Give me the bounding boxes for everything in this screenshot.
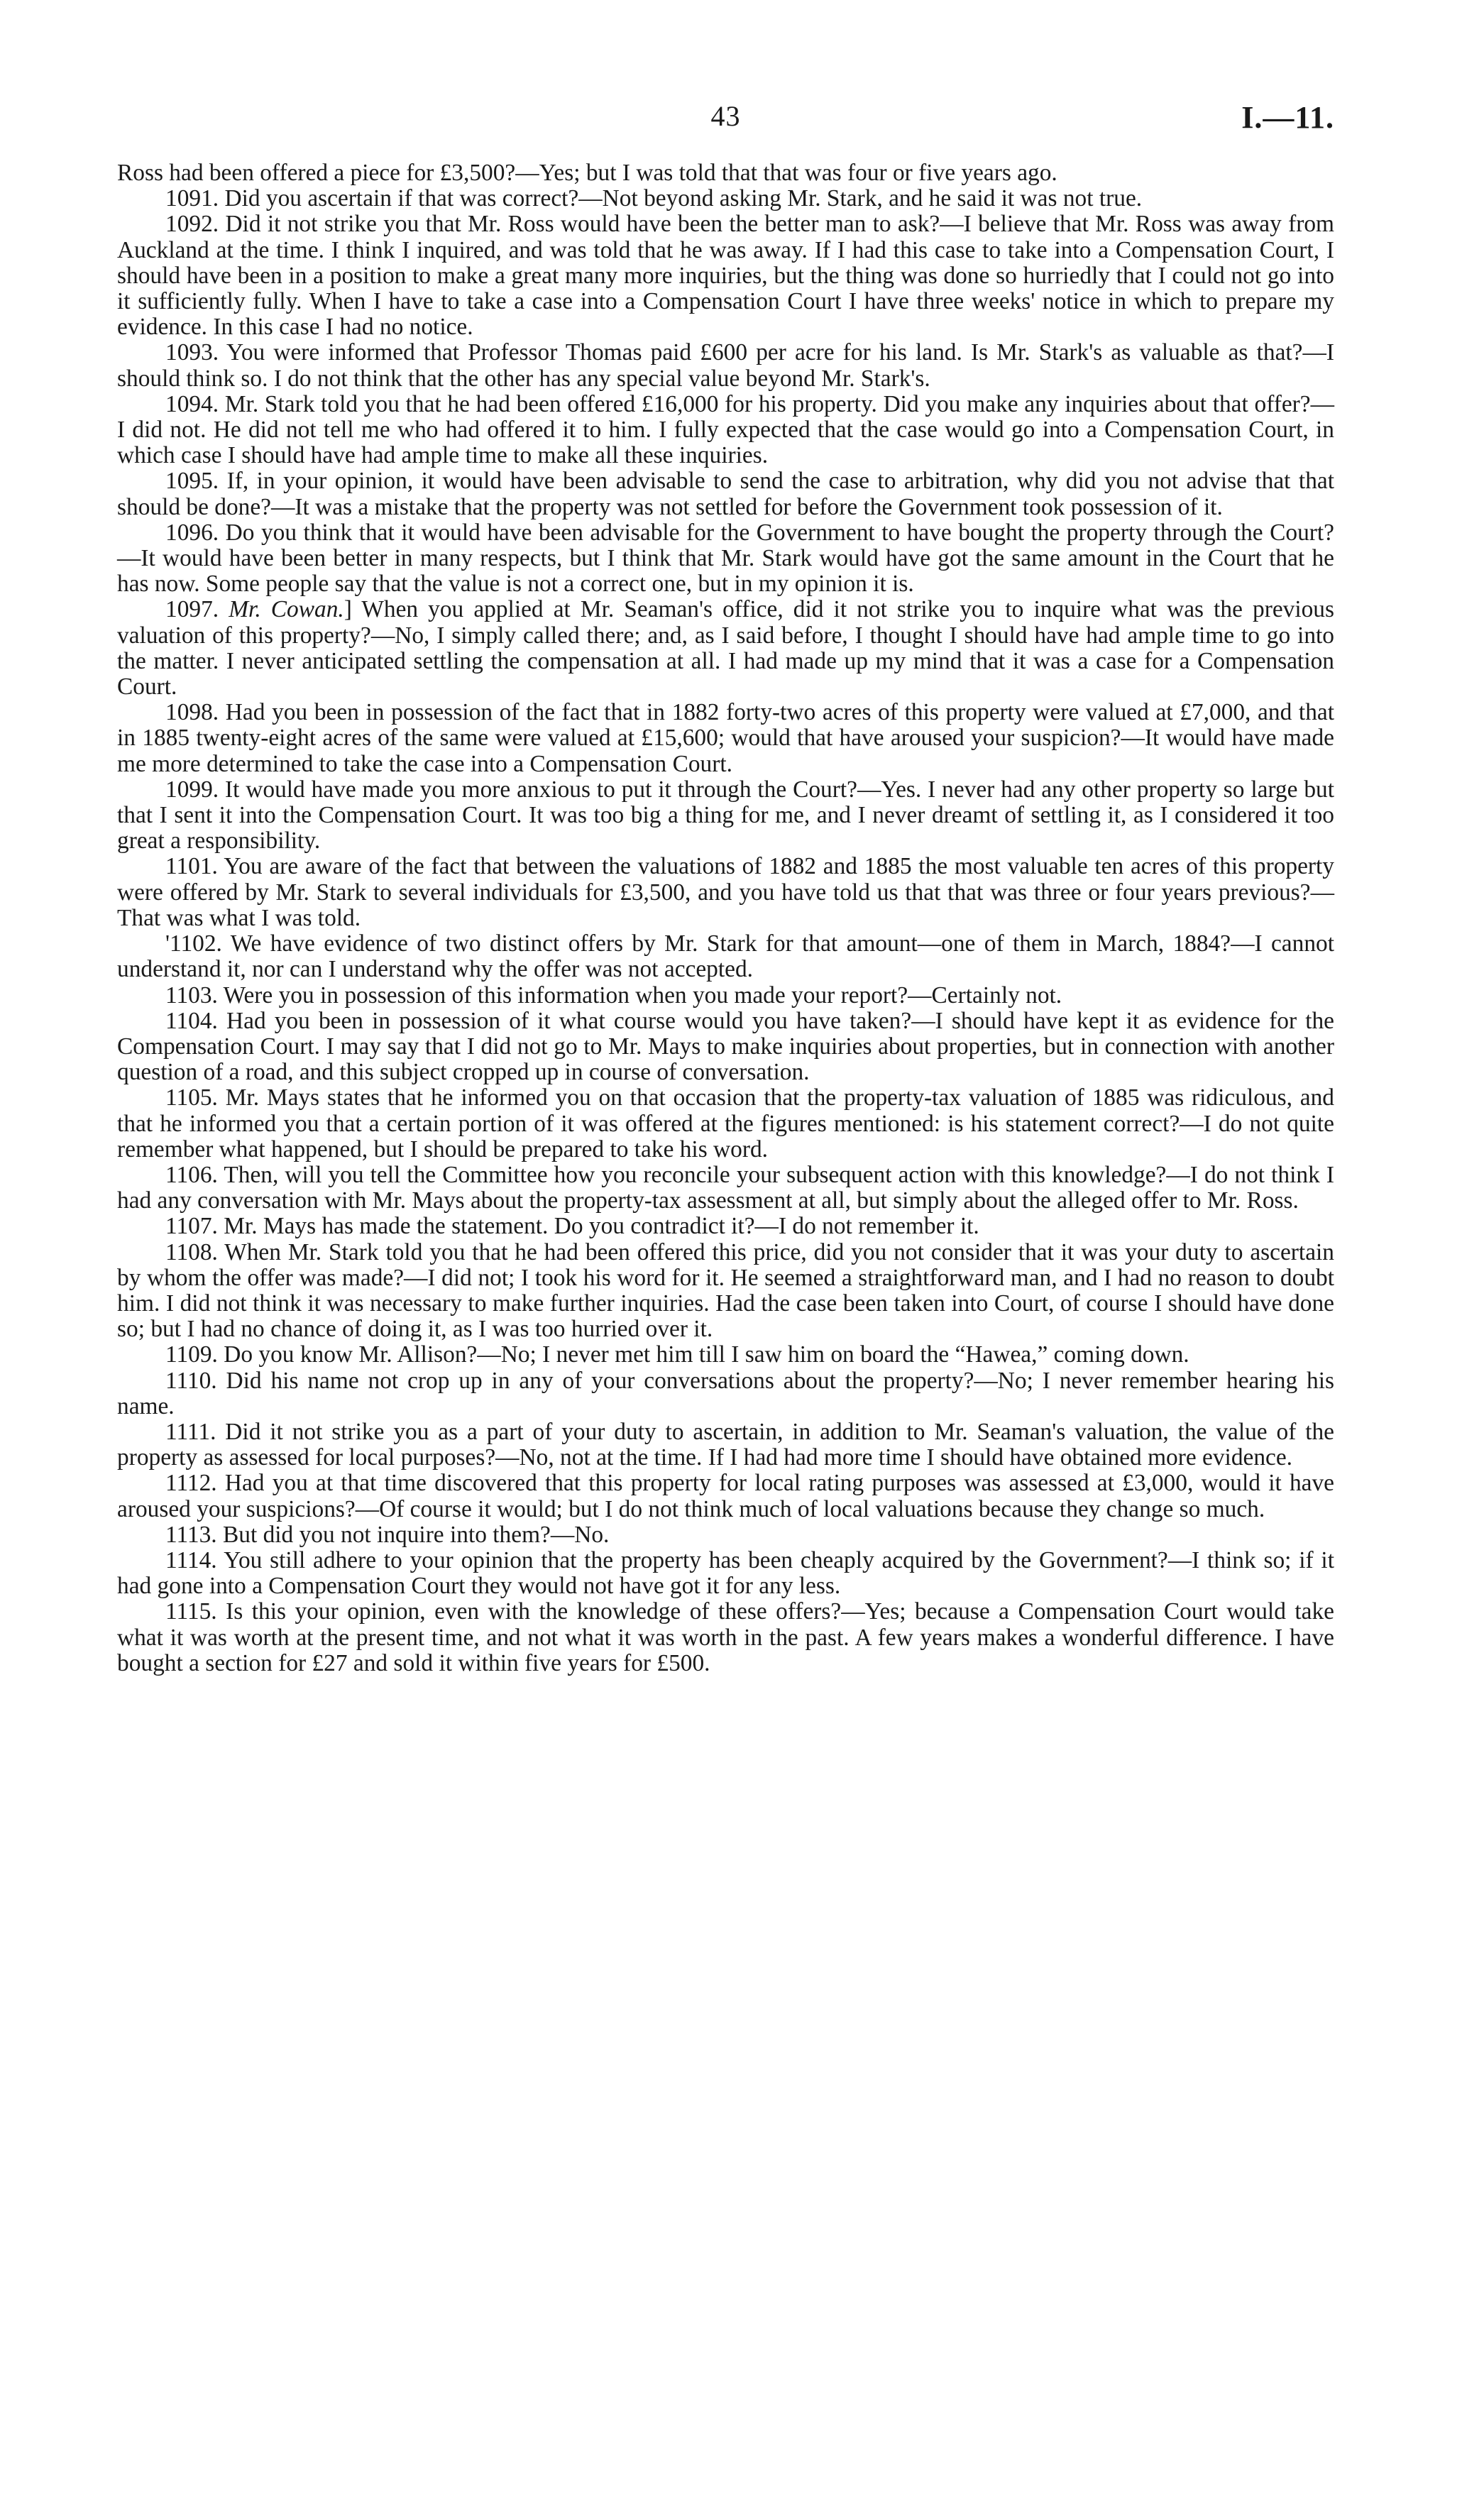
question-1097 [117,597,1334,700]
question-1093: 1093. You were informed that Professor Thomas paid £600 per acre for his land. Is Mr. Stark's as valuable as that?—I should think so. I do not think that the other has any special value beyond Mr. Stark's. [117,339,1334,392]
question-1102: '1102. We have evidence of two distinct offers by Mr. Stark for that amount—one of them in March, 1884?—I cannot understand it, nor can I understand why the offer was not accepted. [117,930,1334,983]
question-1104: 1104. Had you been in possession of it what course would you have taken?—I should have kept it as evidence for the Compensation Court. I may say that I did not go to Mr. Mays to make inquiries about properties, but in connection with another question of a road, and this subject cropped up in course of conversation. [117,1007,1334,1086]
page-number: 43 [710,100,741,132]
question-1115: 1115. Is this your opinion, even with the knowledge of these offers?—Yes; because a Compensation Court would take what it was worth at the present time, and not what it was worth in the past. A few years makes a wonderful difference. I have bought a section for £27 and sold it within five years for £500. [117,1598,1334,1676]
question-1107: 1107. Mr. Mays has made the statement. Do you contradict it?—I do not remember it. [165,1213,979,1240]
speaker-name: Mr. Cowan. [229,596,344,623]
question-1114: 1114. You still adhere to your opinion that the property has been cheaply acquired by the Government?—I think so; if it had gone into a Compensation Court they would not have got it for any less. [117,1546,1334,1600]
paragraph-continuation: Ross had been offered a piece for £3,500?—Yes; but I was told that that was four or five years ago. [117,160,1057,186]
question-1103: 1103. Were you in possession of this information when you made your report?—Certainly not. [165,982,1062,1009]
document-reference: I.—11. [1241,100,1334,135]
question-1101: 1101. You are aware of the fact that between the valuations of 1882 and 1885 the most valuable ten acres of this property were offered by Mr. Stark to several individuals for £3,500, and you have told us that that was three or four years previous?—That was what I was told. [117,853,1334,931]
question-1105: 1105. Mr. Mays states that he informed you on that occasion that the property-tax valuation of 1885 was ridiculous, and that he informed you that a certain portion of it was offered at the figures mentioned: is his statement correct?—I do not quite remember what happened, but I should be prepared to take his word. [117,1084,1334,1163]
question-text: ] When you applied at Mr. Seaman's office, did it not strike you to inquire what was the previous valuation of this property?—No, I simply called there; and, as I said before, I thought I should have had ample time to go into the matter. I never anticipated settling the compensation at all. I had made up my mind that it was a case for a Compensation Court. [117,596,1334,700]
question-1094: 1094. Mr. Stark told you that he had been offered £16,000 for his property. Did you make any inquiries about that offer?—I did not. He did not tell me who had offered it to him. I fully expected that the case would go into a Compensation Court, in which case I should have had ample time to make all these inquiries. [117,390,1334,469]
question-number: 1097. [165,596,229,623]
question-1092: 1092. Did it not strike you that Mr. Ross would have been the better man to ask?—I believe that Mr. Ross was away from Auckland at the time. I think I inquired, and was told that he was away. If I had this case to take into a Compensation Court, I should have been in a position to make a great many more inquiries, but the thing was done so hurriedly that I could not go into it sufficiently fully. When I have to take a case into a Compensation Court I have three weeks' notice in which to prepare my evidence. In this case I had no notice. [117,211,1334,341]
question-1108: 1108. When Mr. Stark told you that he had been offered this price, did you not consider that it was your duty to ascertain by whom the offer was made?—I did not; I took his word for it. He seemed a straightforward man, and I had no reason to doubt him. I did not think it was necessary to make further inquiries. Had the case been taken into Court, of course I should have done so; but I had no chance of doing it, as I was too hurried over it. [117,1238,1334,1343]
question-1099: 1099. It would have made you more anxious to put it through the Court?—Yes. I never had any other property so large but that I sent it into the Compensation Court. It was too big a thing for me, and I never dreamt of settling it, as I considered it too great a responsibility. [117,776,1334,854]
question-1111: 1111. Did it not strike you as a part of your duty to ascertain, in addition to Mr. Seaman's valuation, the value of the property as assessed for local purposes?—No, not at the time. If I had had more time I should have obtained more evidence. [117,1418,1334,1471]
page-header [117,99,1334,142]
question-1096: 1096. Do you think that it would have been advisable for the Government to have bought the property through the Court?—It would have been better in many respects, but I think that Mr. Stark would have got the same amount in the Court that he has now. Some people say that the value is not a correct one, but in my opinion it is. [117,519,1334,598]
question-1098: 1098. Had you been in possession of the fact that in 1882 forty-two acres of this property were valued at £7,000, and that in 1885 twenty-eight acres of the same were valued at £15,600; would that have aroused your suspicion?—It would have made me more determined to take the case into a Compensation Court. [117,699,1334,777]
question-1091: 1091. Did you ascertain if that was correct?—Not beyond asking Mr. Stark, and he said it was not true. [165,185,1143,212]
evidence-text [117,160,1334,1676]
question-1106: 1106. Then, will you tell the Committee how you reconcile your subsequent action with this knowledge?—I do not think I had any conversation with Mr. Mays about the property-tax assessment at all, but simply about the alleged offer to Mr. Ross. [117,1161,1334,1214]
question-1109: 1109. Do you know Mr. Allison?—No; I never met him till I saw him on board the “Hawea,” coming down. [165,1341,1189,1368]
question-1112: 1112. Had you at that time discovered that this property for local rating purposes was assessed at £3,000, would it have aroused your suspicions?—Of course it would; but I do not think much of local valuations because they change so much. [117,1470,1334,1522]
question-1113: 1113. But did you not inquire into them?—No. [165,1521,610,1548]
question-1095: 1095. If, in your opinion, it would have been advisable to send the case to arbitration, why did you not advise that that should be done?—It was a mistake that the property was not settled for before the Government took possession of it. [117,468,1334,520]
question-1110: 1110. Did his name not crop up in any of your conversations about the property?—No; I never remember hearing his name. [117,1367,1334,1419]
